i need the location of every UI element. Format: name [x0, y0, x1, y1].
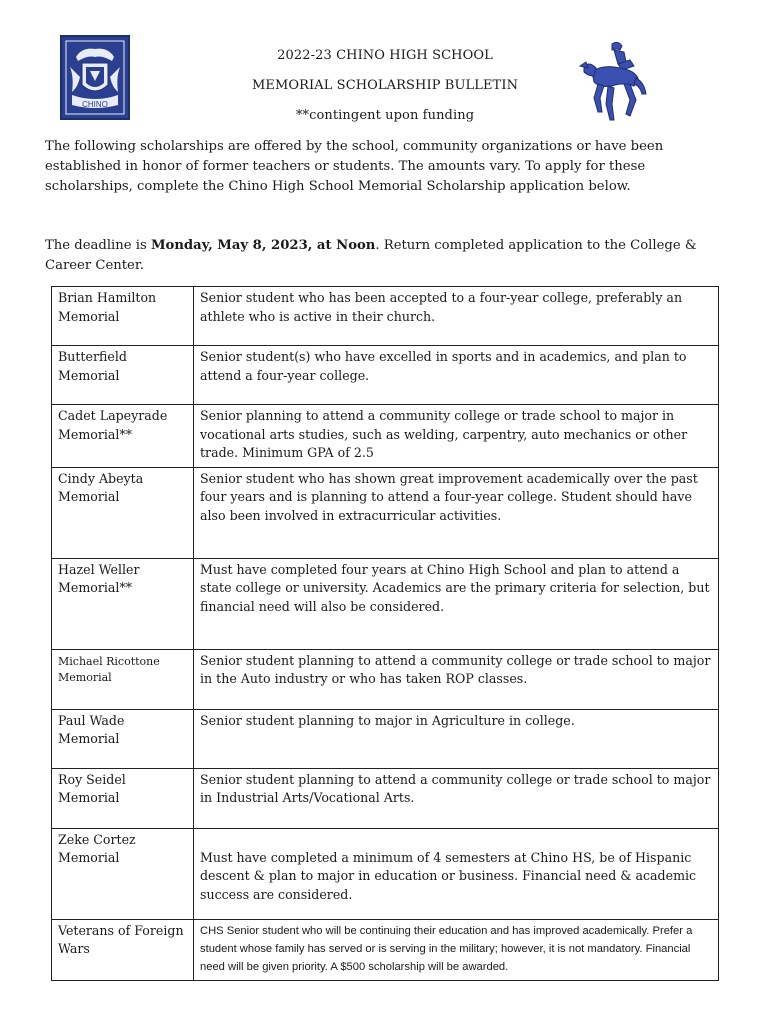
scholarship-description: Senior student planning to major in Agriculture in college.	[194, 709, 719, 768]
scholarship-name: Cadet Lapeyrade Memorial**	[52, 405, 194, 468]
table-row	[52, 405, 719, 468]
scholarship-description: Senior student who has been accepted to a four-year college, preferably an athlete who is active in their church.	[194, 287, 719, 346]
scholarship-description: Senior student who has shown great improvement academically over the past four years and is planning to attend a four-year college. Student should have also been involved in extracurricular activities.	[194, 467, 719, 558]
table-row	[52, 287, 719, 346]
scholarship-table	[51, 286, 719, 981]
table-row	[52, 828, 719, 919]
funding-note: **contingent upon funding	[295, 108, 475, 123]
table-row	[52, 467, 719, 558]
deadline-suffix: . Return completed application to the College & Career Center.	[45, 238, 697, 273]
bulletin-title-line-2: MEMORIAL SCHOLARSHIP BULLETIN	[251, 78, 519, 93]
scholarship-name: Roy Seidel Memorial	[52, 768, 194, 828]
scholarship-description: Senior planning to attend a community college or trade school to major in vocational arts studies, such as welding, carpentry, auto mechanics or other trade. Minimum GPA of 2.5	[194, 405, 719, 468]
intro-paragraph: The following scholarships are offered by the school, community organizations or have been established in honor of former teachers or students. The amounts vary. To apply for these scholarships, complete the Chino High School Memorial Scholarship application below.	[45, 139, 664, 194]
bulletin-title-line-1: 2022-23 CHINO HIGH SCHOOL	[277, 48, 493, 63]
scholarship-description: Senior student planning to attend a community college or trade school to major in Industrial Arts/Vocational Arts.	[194, 768, 719, 828]
deadline-date: Monday, May 8, 2023, at Noon	[150, 238, 376, 253]
table-row	[52, 709, 719, 768]
scholarship-description: Must have completed four years at Chino High School and plan to attend a state college or university. Academics are the primary criteria for selection, but financial need will also be considered.	[194, 558, 719, 649]
scholarship-description: Senior student(s) who have excelled in sports and in academics, and plan to attend a four-year college.	[194, 346, 719, 405]
scholarship-name: Brian Hamilton Memorial	[52, 287, 194, 346]
scholarship-name: Zeke Cortez Memorial	[52, 828, 194, 919]
blank-line	[200, 831, 712, 849]
scholarship-name: Cindy Abeyta Memorial	[52, 467, 194, 558]
scholarship-description: Senior student planning to attend a community college or trade school to major in the Auto industry or who has taken ROP classes.	[194, 649, 719, 709]
crest-text: CHINO	[82, 100, 108, 109]
scholarship-description: Must have completed a minimum of 4 semesters at Chino HS, be of Hispanic descent & plan to major in education or business. Financial need & academic success are considered.	[200, 849, 697, 902]
scholarship-name: Hazel Weller Memorial**	[52, 558, 194, 649]
table-row	[52, 558, 719, 649]
scholarship-description-cell	[194, 828, 719, 919]
deadline-paragraph	[45, 236, 735, 276]
scholarship-name: Michael Ricottone Memorial	[52, 649, 194, 709]
table-row	[52, 649, 719, 709]
table-row	[52, 768, 719, 828]
table-row	[52, 346, 719, 405]
scholarship-description: CHS Senior student who will be continuing their education and has improved academically. Prefer a student whose family has served or is serving in the military; however, it is not mandatory. Financial need will be given priority. A $500 scholarship will be awarded.	[194, 919, 719, 980]
table-row	[52, 919, 719, 980]
deadline-prefix: The deadline is	[45, 238, 151, 253]
scholarship-name: Paul Wade Memorial	[52, 709, 194, 768]
scholarship-name: Butterfield Memorial	[52, 346, 194, 405]
scholarship-name: Veterans of Foreign Wars	[52, 919, 194, 980]
